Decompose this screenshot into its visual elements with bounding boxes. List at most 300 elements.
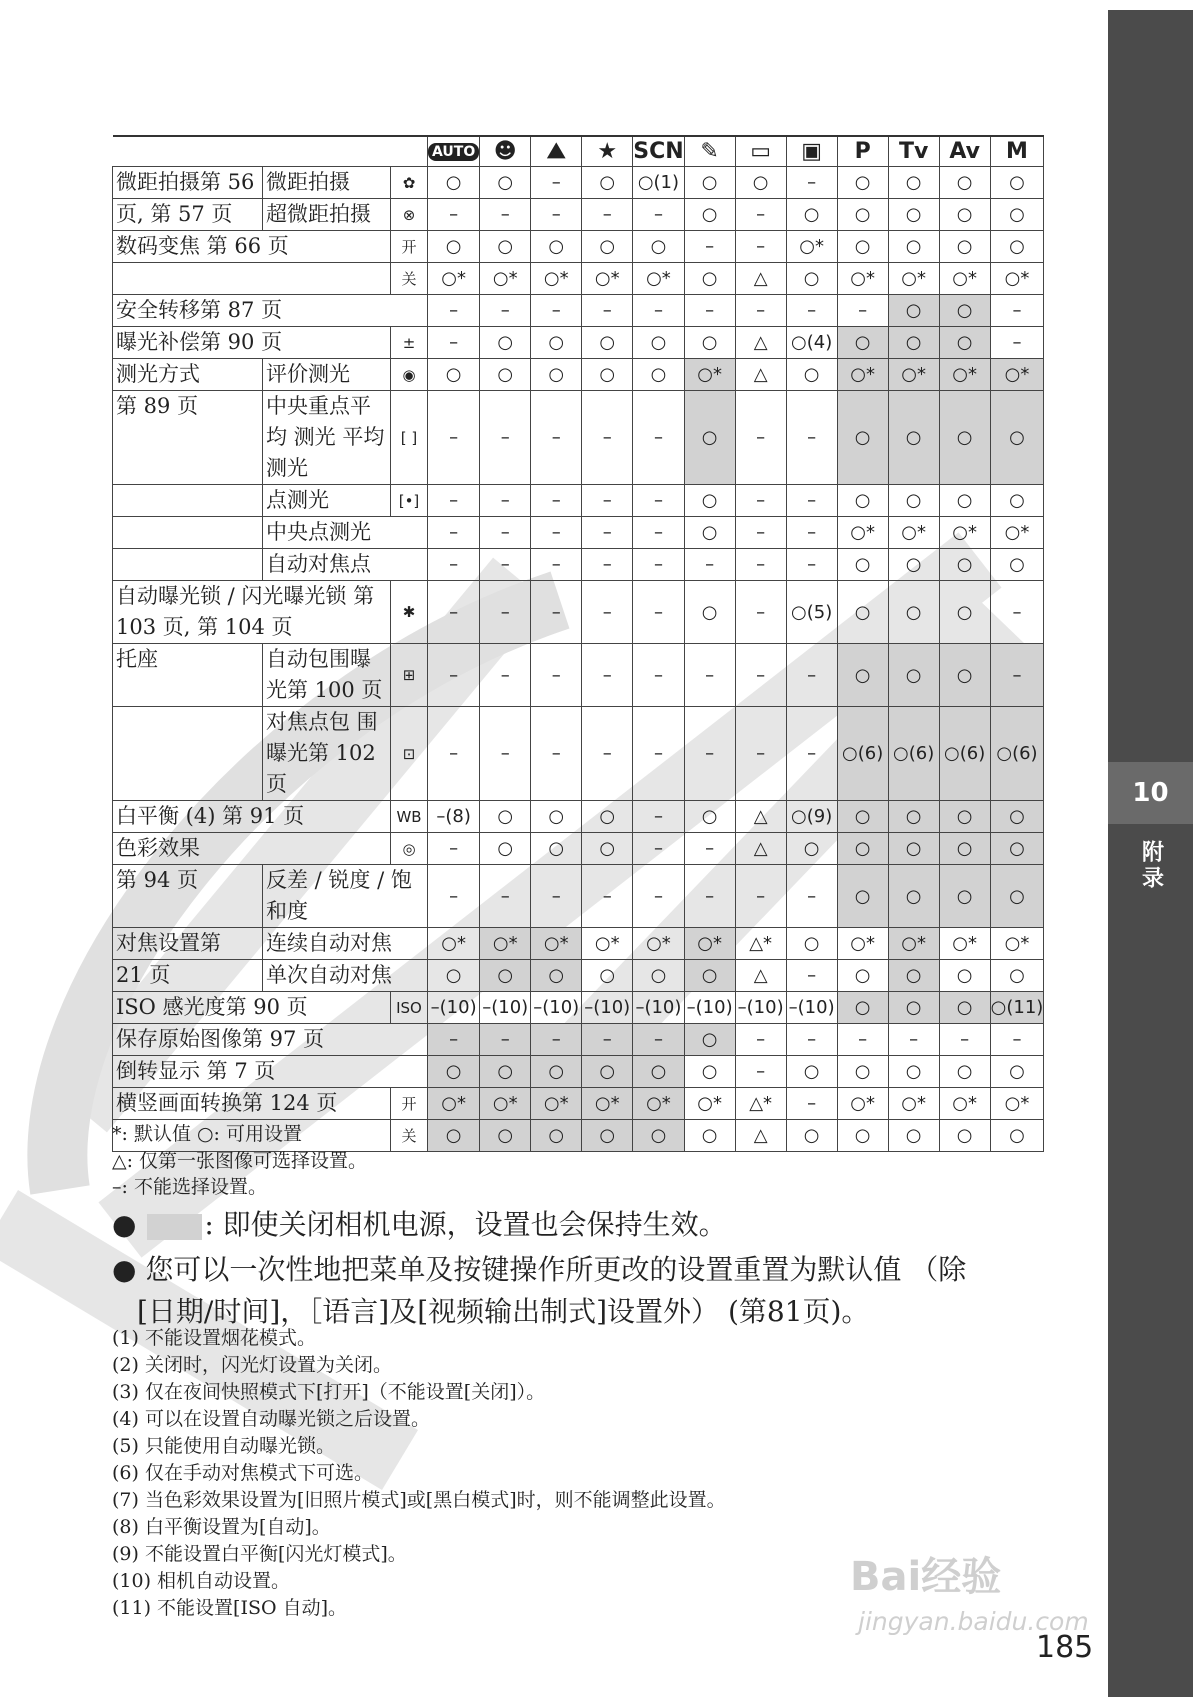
table-cell: ○ [531, 359, 582, 391]
table-cell: ○ [531, 231, 582, 263]
table-cell: △ [735, 359, 786, 391]
table-cell: ○ [939, 1056, 990, 1088]
footnote-item: (2) 关闭时，闪光灯设置为关闭。 [112, 1354, 392, 1376]
table-cell: – [480, 865, 531, 928]
table-cell: – [428, 644, 480, 707]
row-label [113, 485, 263, 517]
settings-table [112, 135, 1044, 1152]
row-label [113, 707, 263, 801]
table-cell: – [735, 1024, 786, 1056]
row-icon: 开 [391, 1088, 428, 1120]
table-cell: ○ [990, 833, 1044, 865]
table-cell: ○(5) [786, 581, 837, 644]
table-cell: ○* [939, 1088, 990, 1120]
table-cell: ○ [428, 960, 480, 992]
table-cell: ○ [888, 295, 939, 327]
row-sublabel: 对焦点包 围曝光第 102 页 [263, 707, 391, 801]
table-cell: △ [735, 801, 786, 833]
table-row [113, 231, 1044, 263]
table-cell: ○ [480, 1056, 531, 1088]
bullet-saved-settings: ● : 即使关闭相机电源，设置也会保持生效。 [112, 1208, 727, 1241]
portrait-mode-icon: ☻ [480, 136, 531, 167]
table-cell: ○ [684, 167, 735, 199]
row-sublabel: 评价测光 [263, 359, 391, 391]
table-cell: – [786, 865, 837, 928]
table-cell: ○ [582, 327, 633, 359]
table-row [113, 707, 1044, 801]
table-cell: ○ [939, 960, 990, 992]
table-cell: ○ [684, 1056, 735, 1088]
row-icon: [•] [391, 485, 428, 517]
table-cell: ○ [888, 992, 939, 1024]
table-cell: △ [735, 263, 786, 295]
table-cell: ○* [837, 928, 888, 960]
table-cell: ○ [684, 1024, 735, 1056]
table-cell: – [786, 707, 837, 801]
table-cell: – [428, 707, 480, 801]
table-cell: – [786, 960, 837, 992]
table-cell: ○ [990, 1120, 1044, 1152]
table-cell: ○* [888, 359, 939, 391]
table-cell: – [786, 549, 837, 581]
table-cell: ○ [684, 960, 735, 992]
table-cell: ○ [480, 960, 531, 992]
table-cell: – [684, 833, 735, 865]
table-cell: ○ [939, 801, 990, 833]
baidu-watermark-url: jingyan.baidu.com [858, 1607, 1089, 1636]
table-cell: ○ [684, 581, 735, 644]
table-row [113, 167, 1044, 199]
footnote-item: (8) 白平衡设置为[自动]。 [112, 1516, 331, 1538]
table-cell: ○ [837, 199, 888, 231]
table-cell: – [633, 801, 684, 833]
row-sublabel: 点测光 [263, 485, 391, 517]
table-row [113, 549, 1044, 581]
row-label: 21 页 [113, 960, 263, 992]
table-cell: – [633, 517, 684, 549]
table-cell: ○* [531, 1088, 582, 1120]
table-cell: ○* [480, 928, 531, 960]
table-cell: – [786, 295, 837, 327]
baidu-watermark-brand: Bai经验 [850, 1554, 1002, 1600]
table-cell: ○* [990, 1088, 1044, 1120]
table-cell: ○ [633, 960, 684, 992]
table-cell: ○* [582, 263, 633, 295]
row-icon: 关 [391, 1120, 428, 1152]
table-row [113, 1088, 1044, 1120]
table-cell: – [786, 167, 837, 199]
footnote-item: (11) 不能设置[ISO 自动]。 [112, 1597, 348, 1619]
table-row [113, 581, 1044, 644]
table-cell: ○ [939, 865, 990, 928]
table-cell: – [428, 1024, 480, 1056]
table-row [113, 199, 1044, 231]
table-cell: ○* [531, 928, 582, 960]
table-cell: ○ [888, 865, 939, 928]
table-cell: ○ [684, 517, 735, 549]
table-cell: – [582, 391, 633, 485]
table-cell: ○ [888, 644, 939, 707]
table-cell: ○* [888, 263, 939, 295]
table-cell: – [633, 549, 684, 581]
table-cell: ○ [582, 833, 633, 865]
table-cell: ○ [888, 327, 939, 359]
table-cell: ○ [786, 359, 837, 391]
table-cell: ○ [582, 1056, 633, 1088]
table-row [113, 992, 1044, 1024]
table-cell: –(10) [582, 992, 633, 1024]
table-cell: ○* [837, 263, 888, 295]
table-cell: ○(11) [990, 992, 1044, 1024]
row-sublabel: 连续自动对焦 [263, 928, 428, 960]
table-cell: ○ [428, 1120, 480, 1152]
row-label: ISO 感光度第 90 页 [113, 992, 391, 1024]
table-cell: ○* [582, 1088, 633, 1120]
table-cell: ○ [786, 263, 837, 295]
table-cell: – [582, 707, 633, 801]
table-cell: – [735, 644, 786, 707]
table-cell: – [786, 485, 837, 517]
table-cell: – [480, 199, 531, 231]
table-cell: – [837, 295, 888, 327]
table-cell: ○ [837, 391, 888, 485]
av-mode-label: Av [939, 136, 990, 167]
table-cell: ○ [786, 928, 837, 960]
table-cell: ○* [939, 263, 990, 295]
table-cell: – [684, 707, 735, 801]
table-cell: ○ [990, 801, 1044, 833]
table-cell: – [531, 485, 582, 517]
table-cell: ○ [939, 167, 990, 199]
table-cell: △ [735, 960, 786, 992]
footnote-item: (6) 仅在手动对焦模式下可选。 [112, 1462, 373, 1484]
row-label [113, 263, 391, 295]
table-cell: ○ [480, 801, 531, 833]
table-cell: – [582, 517, 633, 549]
table-cell: ○ [888, 1120, 939, 1152]
table-cell: – [990, 295, 1044, 327]
table-cell: ○ [939, 992, 990, 1024]
row-label: 对焦设置第 [113, 928, 263, 960]
table-cell: – [428, 295, 480, 327]
table-cell: ○(6) [939, 707, 990, 801]
table-cell: ○ [888, 1056, 939, 1088]
table-cell: ○ [786, 833, 837, 865]
table-cell: – [480, 485, 531, 517]
table-cell: ○ [786, 1120, 837, 1152]
table-cell: –(10) [480, 992, 531, 1024]
table-cell: –(10) [786, 992, 837, 1024]
table-cell: – [480, 707, 531, 801]
table-cell: ○ [633, 231, 684, 263]
table-cell: ○ [939, 485, 990, 517]
table-cell: ○ [531, 1056, 582, 1088]
table-cell: △ [735, 1120, 786, 1152]
table-row [113, 391, 1044, 485]
table-cell: – [582, 865, 633, 928]
table-cell: ○ [837, 1120, 888, 1152]
table-cell: ○* [837, 517, 888, 549]
table-cell: △* [735, 928, 786, 960]
table-cell: ○ [684, 391, 735, 485]
auto-mode-icon: AUTO [428, 136, 480, 167]
table-row [113, 327, 1044, 359]
table-row [113, 833, 1044, 865]
table-cell: ○ [888, 960, 939, 992]
table-cell: ○* [990, 517, 1044, 549]
table-cell: – [990, 327, 1044, 359]
table-cell: ○ [684, 1120, 735, 1152]
table-cell: – [582, 485, 633, 517]
row-label: 页, 第 57 页 [113, 199, 263, 231]
table-cell: ○ [837, 327, 888, 359]
row-icon: ⊞ [391, 644, 428, 707]
row-label-indent [113, 549, 263, 581]
table-cell: – [428, 391, 480, 485]
table-cell: ○ [582, 960, 633, 992]
table-cell: ○* [888, 1088, 939, 1120]
table-cell: – [735, 549, 786, 581]
footnote-item: (4) 可以在设置自动曝光锁之后设置。 [112, 1408, 430, 1430]
table-cell: –(8) [428, 801, 480, 833]
table-cell: ○* [480, 263, 531, 295]
table-cell: – [735, 707, 786, 801]
table-cell: ○ [684, 801, 735, 833]
table-cell: – [633, 865, 684, 928]
table-cell: ○ [888, 581, 939, 644]
table-cell: ○ [684, 485, 735, 517]
row-sublabel: 中央点测光 [263, 517, 428, 549]
table-cell: – [582, 295, 633, 327]
table-cell: ○* [633, 263, 684, 295]
row-label: 数码变焦 第 66 页 [113, 231, 391, 263]
table-cell: – [684, 644, 735, 707]
table-cell: △ [735, 327, 786, 359]
table-cell: ○ [939, 231, 990, 263]
row-label: 托座 [113, 644, 263, 707]
table-cell: ○* [939, 928, 990, 960]
table-cell: – [531, 167, 582, 199]
table-cell: – [786, 1088, 837, 1120]
table-cell: ○* [939, 359, 990, 391]
footnote-item: (7) 当色彩效果设置为[旧照片模式]或[黑白模式]时，则不能调整此设置。 [112, 1489, 726, 1511]
table-row [113, 263, 1044, 295]
table-cell: ○ [531, 833, 582, 865]
table-cell: ○ [837, 644, 888, 707]
table-cell: – [633, 485, 684, 517]
table-cell: ○ [480, 359, 531, 391]
table-cell: – [939, 1024, 990, 1056]
row-label: 倒转显示 第 7 页 [113, 1056, 428, 1088]
table-cell: ○ [633, 1056, 684, 1088]
table-cell: ○ [480, 833, 531, 865]
table-cell: ○ [837, 1056, 888, 1088]
table-cell: ○ [990, 231, 1044, 263]
table-cell: ○ [888, 485, 939, 517]
row-label: 第 89 页 [113, 391, 263, 485]
table-cell: – [735, 231, 786, 263]
table-cell: – [990, 581, 1044, 644]
row-sublabel: 反差 / 锐度 / 饱和度 [263, 865, 428, 928]
table-cell: ○* [837, 1088, 888, 1120]
p-mode-label: P [837, 136, 888, 167]
row-sublabel: 自动包围曝 光第 100 页 [263, 644, 391, 707]
table-cell: △* [735, 1088, 786, 1120]
table-row [113, 517, 1044, 549]
row-sublabel: 微距拍摄 [263, 167, 391, 199]
table-cell: ○* [990, 359, 1044, 391]
row-sublabel: 单次自动对焦 [263, 960, 428, 992]
table-cell: ○ [990, 485, 1044, 517]
table-cell: ○ [888, 231, 939, 263]
table-cell: ○ [837, 960, 888, 992]
table-cell: ○ [939, 833, 990, 865]
row-icon: WB [391, 801, 428, 833]
table-cell: ○ [428, 231, 480, 263]
row-label: 保存原始图像第 97 页 [113, 1024, 428, 1056]
chapter-title: 附录 [1138, 840, 1164, 892]
table-cell: ○ [786, 1056, 837, 1088]
table-cell: – [633, 644, 684, 707]
tv-mode-label: Tv [888, 136, 939, 167]
movie-mode-icon: ▣ [786, 136, 837, 167]
table-cell: – [531, 865, 582, 928]
table-cell: ○ [837, 549, 888, 581]
row-icon: 关 [391, 263, 428, 295]
table-cell: – [633, 833, 684, 865]
row-label: 安全转移第 87 页 [113, 295, 428, 327]
table-cell: – [633, 1024, 684, 1056]
row-icon: ◎ [391, 833, 428, 865]
table-cell: ○ [480, 1120, 531, 1152]
table-cell: –(10) [531, 992, 582, 1024]
table-cell: – [735, 485, 786, 517]
table-cell: – [480, 1024, 531, 1056]
table-cell: – [428, 327, 480, 359]
chapter-number: 10 [1108, 762, 1193, 824]
table-cell: – [633, 199, 684, 231]
table-cell: – [428, 833, 480, 865]
table-cell: ○(6) [888, 707, 939, 801]
table-cell: ○ [837, 865, 888, 928]
table-cell: ○ [939, 327, 990, 359]
stitch-assist-mode-icon: ▭ [735, 136, 786, 167]
table-cell: ○ [480, 167, 531, 199]
bullet-reset-settings: ● 您可以一次性地把菜单及按键操作所更改的设置重置为默认值 （除 [112, 1253, 967, 1286]
row-label: 测光方式 [113, 359, 263, 391]
table-cell: ○* [786, 231, 837, 263]
table-row [113, 1056, 1044, 1088]
table-cell: ○ [990, 391, 1044, 485]
table-cell: ○ [837, 833, 888, 865]
row-icon: ✿ [391, 167, 428, 199]
table-cell: – [684, 549, 735, 581]
table-cell: –(10) [428, 992, 480, 1024]
table-cell: –(10) [684, 992, 735, 1024]
table-cell: – [582, 1024, 633, 1056]
table-cell: ○(6) [837, 707, 888, 801]
table-cell: – [531, 707, 582, 801]
table-cell: – [786, 517, 837, 549]
table-cell: – [786, 644, 837, 707]
table-cell: – [735, 391, 786, 485]
table-cell: ○ [990, 865, 1044, 928]
table-cell: – [531, 199, 582, 231]
row-icon: ⊗ [391, 199, 428, 231]
table-cell: ○* [428, 1088, 480, 1120]
table-cell: ○* [633, 928, 684, 960]
row-icon: ◉ [391, 359, 428, 391]
table-cell: ○* [684, 359, 735, 391]
table-cell: – [735, 199, 786, 231]
table-cell: ○ [428, 359, 480, 391]
table-row [113, 644, 1044, 707]
table-cell: – [531, 517, 582, 549]
table-cell: – [531, 581, 582, 644]
table-cell: ○ [837, 485, 888, 517]
table-cell: ○ [428, 1056, 480, 1088]
table-cell: – [735, 517, 786, 549]
table-cell: ○* [990, 263, 1044, 295]
table-row [113, 359, 1044, 391]
landscape-mode-icon: ⛰ [531, 136, 582, 167]
table-cell: ○ [428, 167, 480, 199]
row-label: 色彩效果 [113, 833, 391, 865]
table-cell: ○ [939, 644, 990, 707]
table-cell: ○ [990, 549, 1044, 581]
table-cell: ○ [990, 167, 1044, 199]
footnote-item: (1) 不能设置烟花模式。 [112, 1327, 316, 1349]
table-cell: ○ [582, 167, 633, 199]
table-cell: ○ [888, 833, 939, 865]
footnote-item: (5) 只能使用自动曝光锁。 [112, 1435, 335, 1457]
row-sublabel: 中央重点平均 测光 平均测光 [263, 391, 391, 485]
table-cell: – [633, 707, 684, 801]
table-cell: – [531, 644, 582, 707]
table-cell: – [990, 1024, 1044, 1056]
table-cell: – [531, 295, 582, 327]
legend-default: *: 默认值 ○: 可用设置 [112, 1123, 303, 1145]
table-cell: ○ [939, 391, 990, 485]
table-cell: ○* [837, 359, 888, 391]
table-cell: – [582, 581, 633, 644]
table-cell: ○ [837, 231, 888, 263]
table-cell: ○ [939, 1120, 990, 1152]
table-cell: – [480, 517, 531, 549]
row-label-indent [113, 517, 263, 549]
table-cell: – [633, 581, 684, 644]
legend-not-selectable: –: 不能选择设置。 [112, 1176, 267, 1198]
table-row [113, 865, 1044, 928]
table-cell: – [428, 865, 480, 928]
table-cell: – [582, 199, 633, 231]
table-cell: ○* [888, 517, 939, 549]
mode-header-row [113, 136, 1044, 167]
row-label: 白平衡 (4) 第 91 页 [113, 801, 391, 833]
table-cell: ○ [837, 581, 888, 644]
table-cell: ○(9) [786, 801, 837, 833]
table-cell: ○ [633, 1120, 684, 1152]
night-snapshot-mode-icon: ★ [582, 136, 633, 167]
table-cell: – [480, 391, 531, 485]
table-row [113, 1024, 1044, 1056]
table-cell: ○* [684, 1088, 735, 1120]
table-cell: ○* [582, 928, 633, 960]
row-sublabel: 自动对焦点 [263, 549, 428, 581]
row-icon: ⊡ [391, 707, 428, 801]
row-label: 微距拍摄第 56 [113, 167, 263, 199]
table-cell: – [684, 865, 735, 928]
